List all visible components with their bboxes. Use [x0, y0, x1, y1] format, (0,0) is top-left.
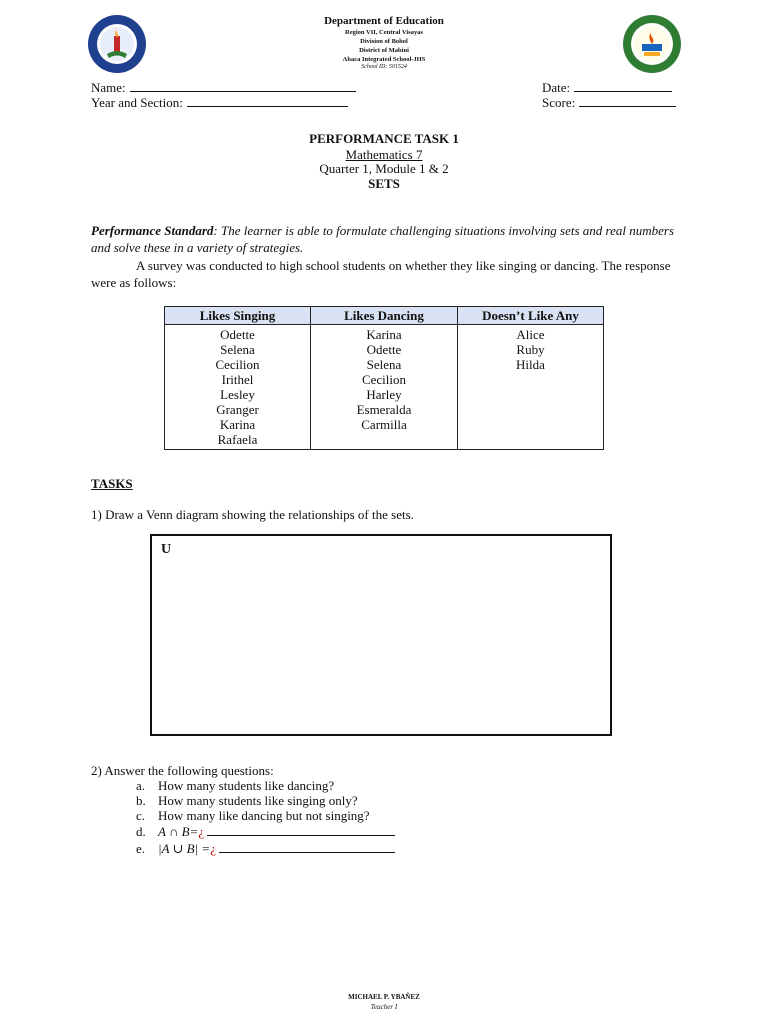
answer-line-d[interactable]	[207, 823, 395, 836]
task-title: PERFORMANCE TASK 1	[309, 131, 459, 146]
table-cell: Ruby	[516, 342, 545, 357]
school-id-text: School ID: 501524	[361, 64, 407, 70]
header-likes-singing: Likes Singing	[165, 307, 311, 325]
sub-question-text: How many students like singing only?	[158, 793, 358, 808]
department-title: Department of Education	[324, 15, 444, 27]
table-cell: Karina	[219, 417, 256, 432]
question-2: 2) Answer the following questions:	[91, 763, 274, 778]
table-cell: Alice	[516, 327, 545, 342]
district-text: District of Mabini	[359, 47, 409, 54]
survey-paragraph: A survey was conducted to high school students on whether they like singing or dancing. The response were as follows:	[91, 258, 671, 290]
table-cell: Granger	[216, 402, 259, 417]
name-line[interactable]	[130, 79, 356, 92]
none-column	[458, 325, 604, 450]
dancing-column	[311, 325, 458, 450]
table-cell: Selena	[366, 357, 402, 372]
header-doesnt-like-any: Doesn’t Like Any	[458, 307, 604, 325]
section-label: Year and Section:	[91, 95, 183, 110]
sub-question-c	[136, 808, 370, 824]
school-text: Abaca Integrated School-JHS	[342, 56, 426, 63]
table-cell: Lesley	[220, 387, 255, 402]
section-line[interactable]	[187, 94, 348, 107]
table-cell: Carmilla	[361, 417, 407, 432]
deped-seal-logo	[87, 14, 147, 74]
sub-question-letter: b.	[136, 793, 146, 808]
section-field[interactable]	[91, 94, 348, 111]
standard-text: : The learner is able to formulate challenging situations involving sets and real numbers and solve these in a variety of strategies.	[91, 223, 675, 255]
table-cell: Harley	[366, 387, 402, 402]
question-1: 1) Draw a Venn diagram showing the relationships of the sets.	[91, 507, 414, 522]
tasks-heading: TASKS	[91, 476, 133, 491]
quarter-title: Quarter 1, Module 1 & 2	[319, 161, 449, 176]
table-header-row	[165, 307, 604, 325]
table-cell: Rafaela	[217, 432, 258, 447]
sub-question-letter: e.	[136, 841, 146, 856]
response-table	[164, 306, 604, 450]
sub-question-b	[136, 793, 358, 809]
sub-question-letter: d.	[136, 824, 146, 839]
table-cell: Odette	[366, 342, 402, 357]
sub-question-text: |A ∪ B| =	[158, 841, 211, 856]
table-cell: Odette	[220, 327, 255, 342]
sub-question-suffix: ¿	[198, 824, 205, 839]
standard-label: Performance Standard	[91, 223, 214, 238]
score-line[interactable]	[579, 94, 676, 107]
sub-question-letter: c.	[136, 808, 146, 823]
score-label: Score:	[542, 95, 576, 110]
sub-question-a	[136, 778, 334, 794]
sub-question-d	[136, 823, 395, 840]
venn-diagram-box[interactable]	[150, 534, 612, 736]
division-text: Division of Bohol	[360, 38, 408, 45]
table-cell: Hilda	[516, 357, 545, 372]
table-cell: Esmeralda	[356, 402, 412, 417]
date-line[interactable]	[574, 79, 672, 92]
sub-question-e	[136, 840, 395, 857]
sub-question-text: A ∩ B=	[158, 824, 199, 839]
header-likes-dancing: Likes Dancing	[311, 307, 458, 325]
date-label: Date:	[542, 80, 571, 95]
table-cell: Cecilion	[361, 372, 407, 387]
table-body-row	[165, 325, 604, 450]
score-field[interactable]	[542, 94, 676, 111]
performance-standard	[91, 222, 681, 256]
sub-question-text: How many students like dancing?	[158, 778, 335, 793]
table-cell: Karina	[366, 327, 402, 342]
sub-question-suffix: ¿	[210, 841, 216, 856]
sub-question-letter: a.	[136, 778, 146, 793]
topic-title: SETS	[368, 176, 400, 191]
sub-question-text: How many like dancing but not singing?	[158, 808, 370, 823]
table-cell: Cecilion	[215, 357, 260, 372]
name-label: Name:	[91, 80, 126, 95]
teacher-name: MICHAEL P. YBAÑEZ	[348, 993, 420, 1001]
table-cell: Selena	[220, 342, 255, 357]
table-cell: Irithel	[221, 372, 254, 387]
region-text: Region VII, Central Visayas	[345, 29, 423, 36]
teacher-role: Teacher I	[370, 1003, 398, 1011]
school-seal-logo	[622, 14, 682, 74]
universal-set-label: U	[161, 542, 172, 557]
singing-column	[165, 325, 311, 450]
answer-line-e[interactable]	[219, 840, 395, 853]
subject-title: Mathematics 7	[345, 147, 423, 162]
